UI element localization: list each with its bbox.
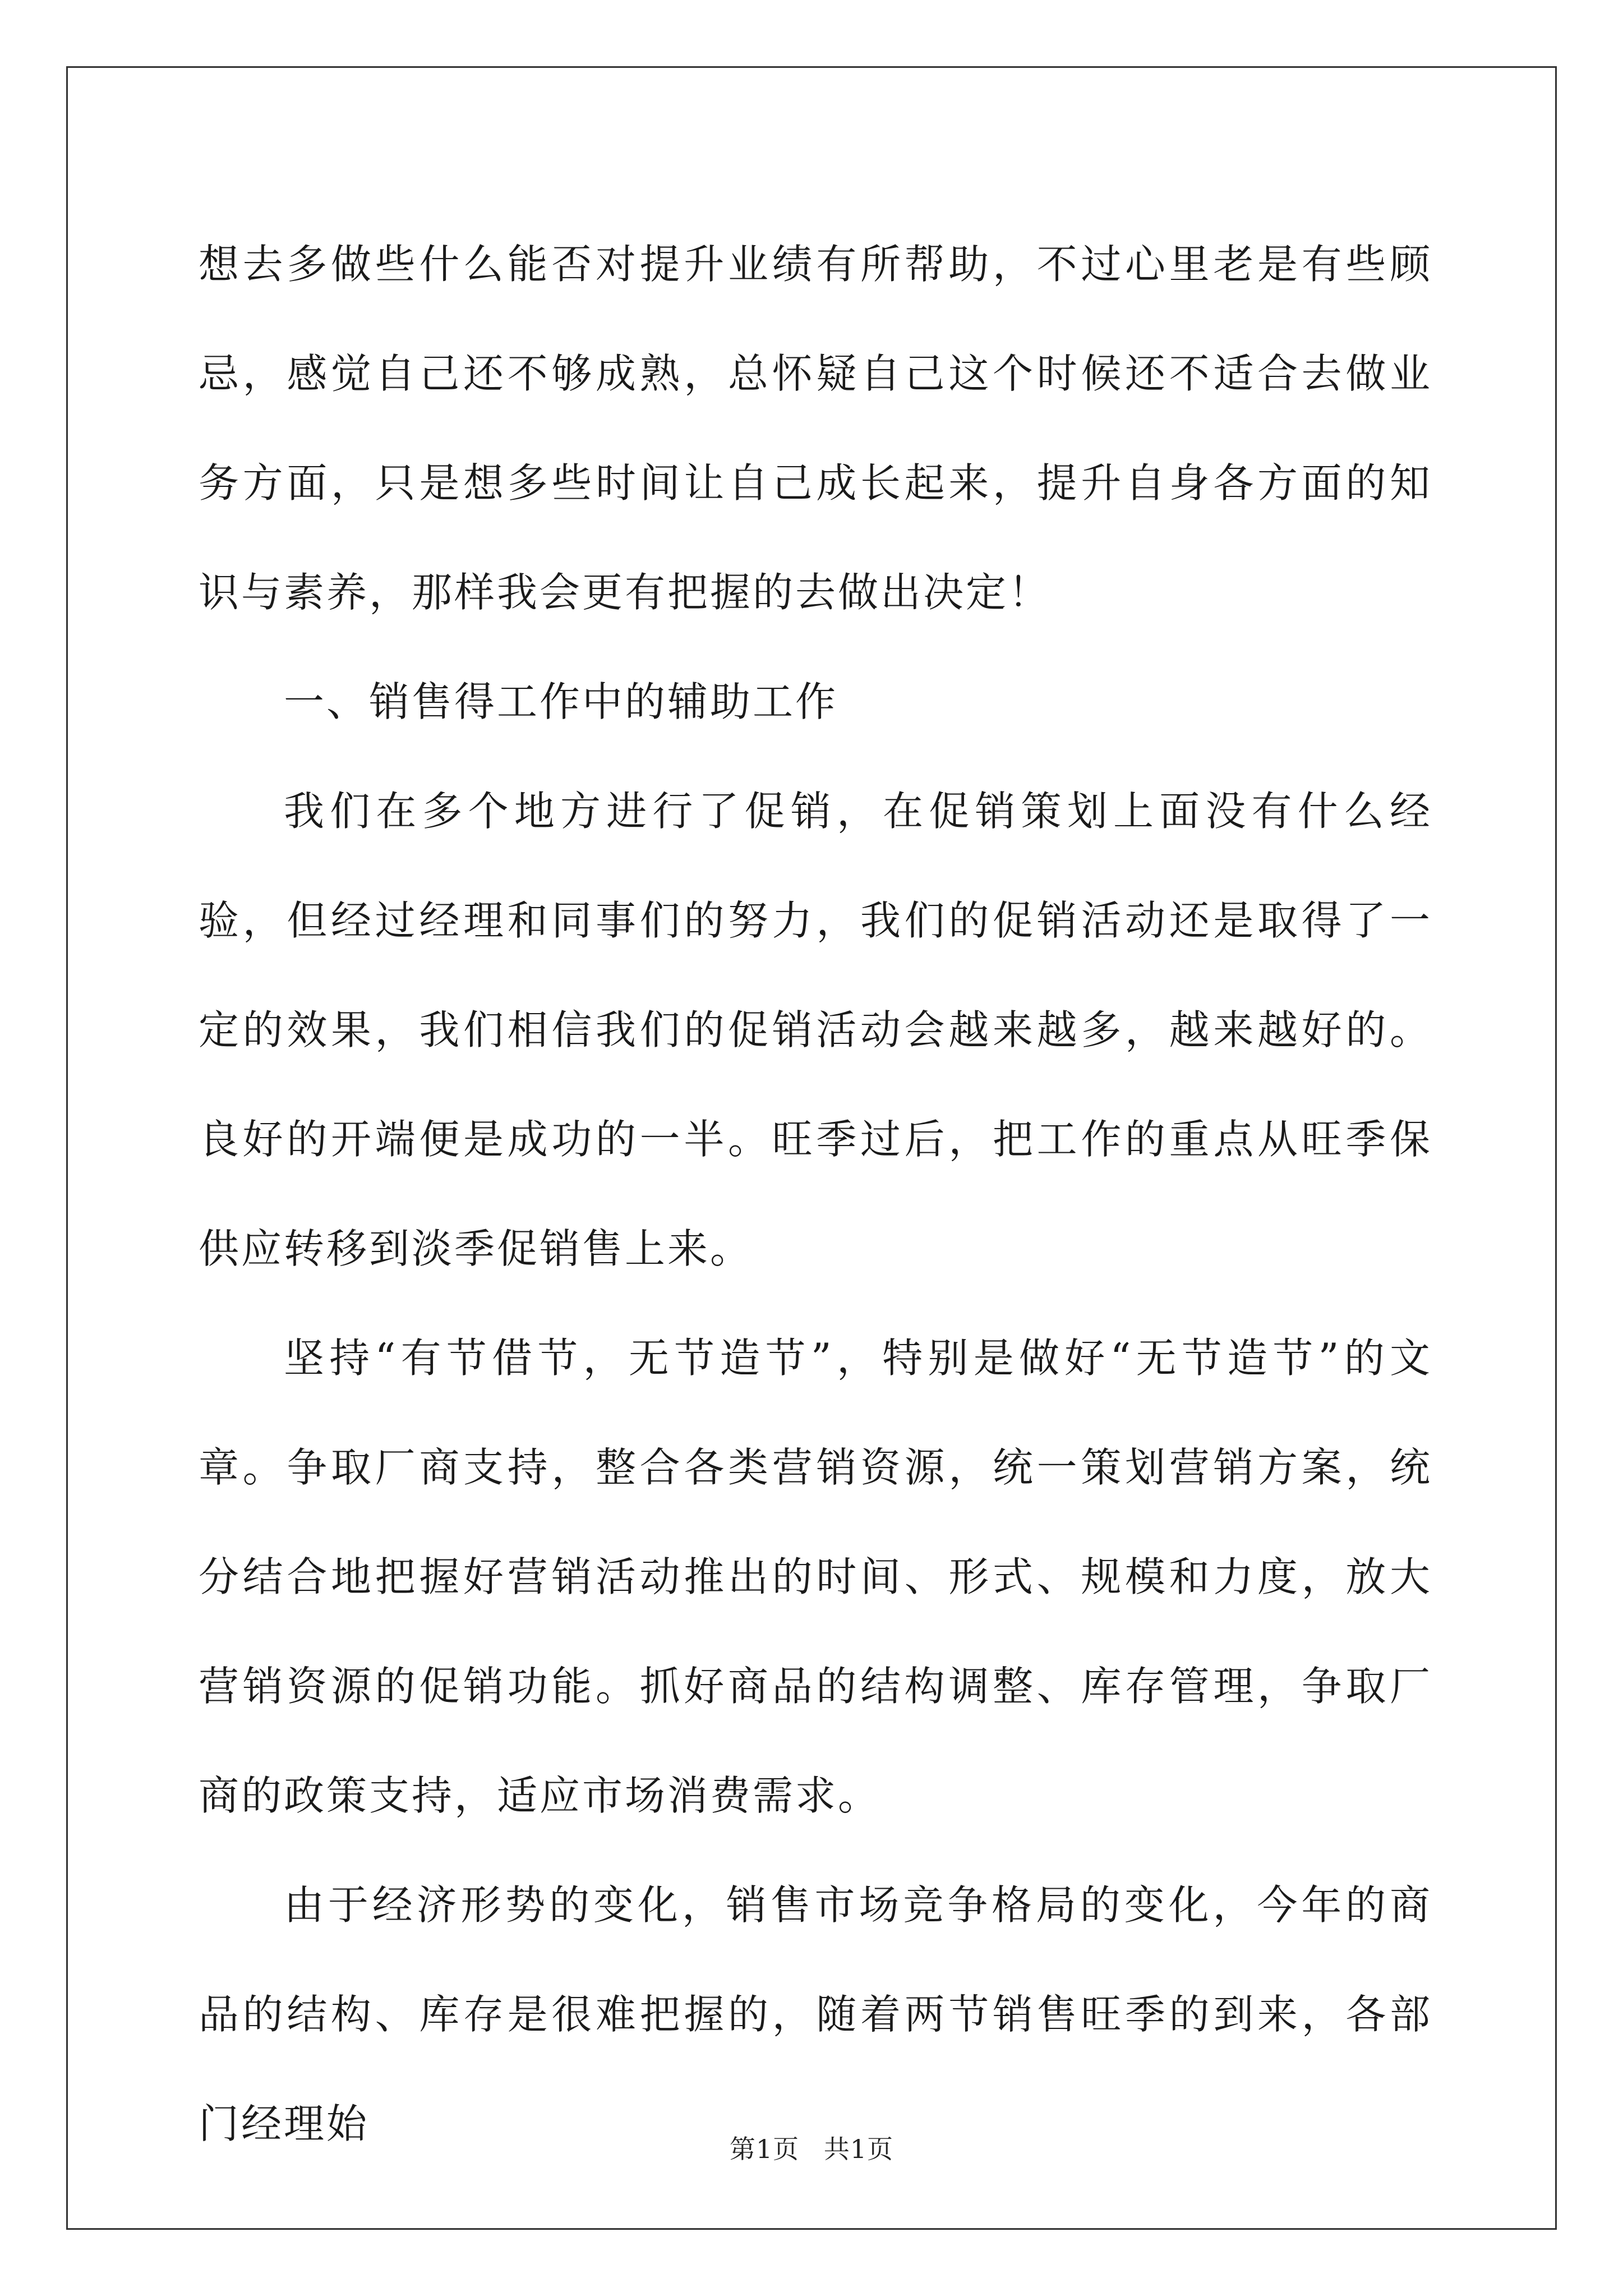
- page-total: 共1页: [823, 2134, 894, 2164]
- paragraph-3: 坚持“有节借节，无节造节”，特别是做好“无节造节”的文章。争取厂商支持，整合各类营销资源，统一策划营销方案，统分结合地把握好营销活动推出的时间、形式、规模和力度，放大营销资源的促销功能。抓好商品的结构调整、库存管理，争取厂商的政策支持，适应市场消费需求。: [199, 1335, 1432, 1819]
- paragraph-4: 由于经济形势的变化，销售市场竞争格局的变化，今年的商品的结构、库存是很难把握的，随着两节销售旺季的到来，各部门经理始: [199, 1881, 1432, 2147]
- paragraph-2: 我们在多个地方进行了促销，在促销策划上面没有什么经验，但经过经理和同事们的努力，我们的促销活动还是取得了一定的效果，我们相信我们的促销活动会越来越多，越来越好的。良好的开端便是成功的一半。旺季过后，把工作的重点从旺季保供应转移到淡季促销售上来。: [199, 788, 1432, 1272]
- document-body: [199, 210, 1432, 2179]
- page-footer: [0, 2129, 1623, 2166]
- page-number: 第1页: [729, 2134, 800, 2164]
- section-heading: 一、销售得工作中的辅助工作: [284, 678, 838, 725]
- paragraph-1: 想去多做些什么能否对提升业绩有所帮助，不过心里老是有些顾忌，感觉自己还不够成熟，总怀疑自己这个时候还不适合去做业务方面，只是想多些时间让自己成长起来，提升自身各方面的知识与素养，那样我会更有把握的去做出决定！: [199, 241, 1432, 616]
